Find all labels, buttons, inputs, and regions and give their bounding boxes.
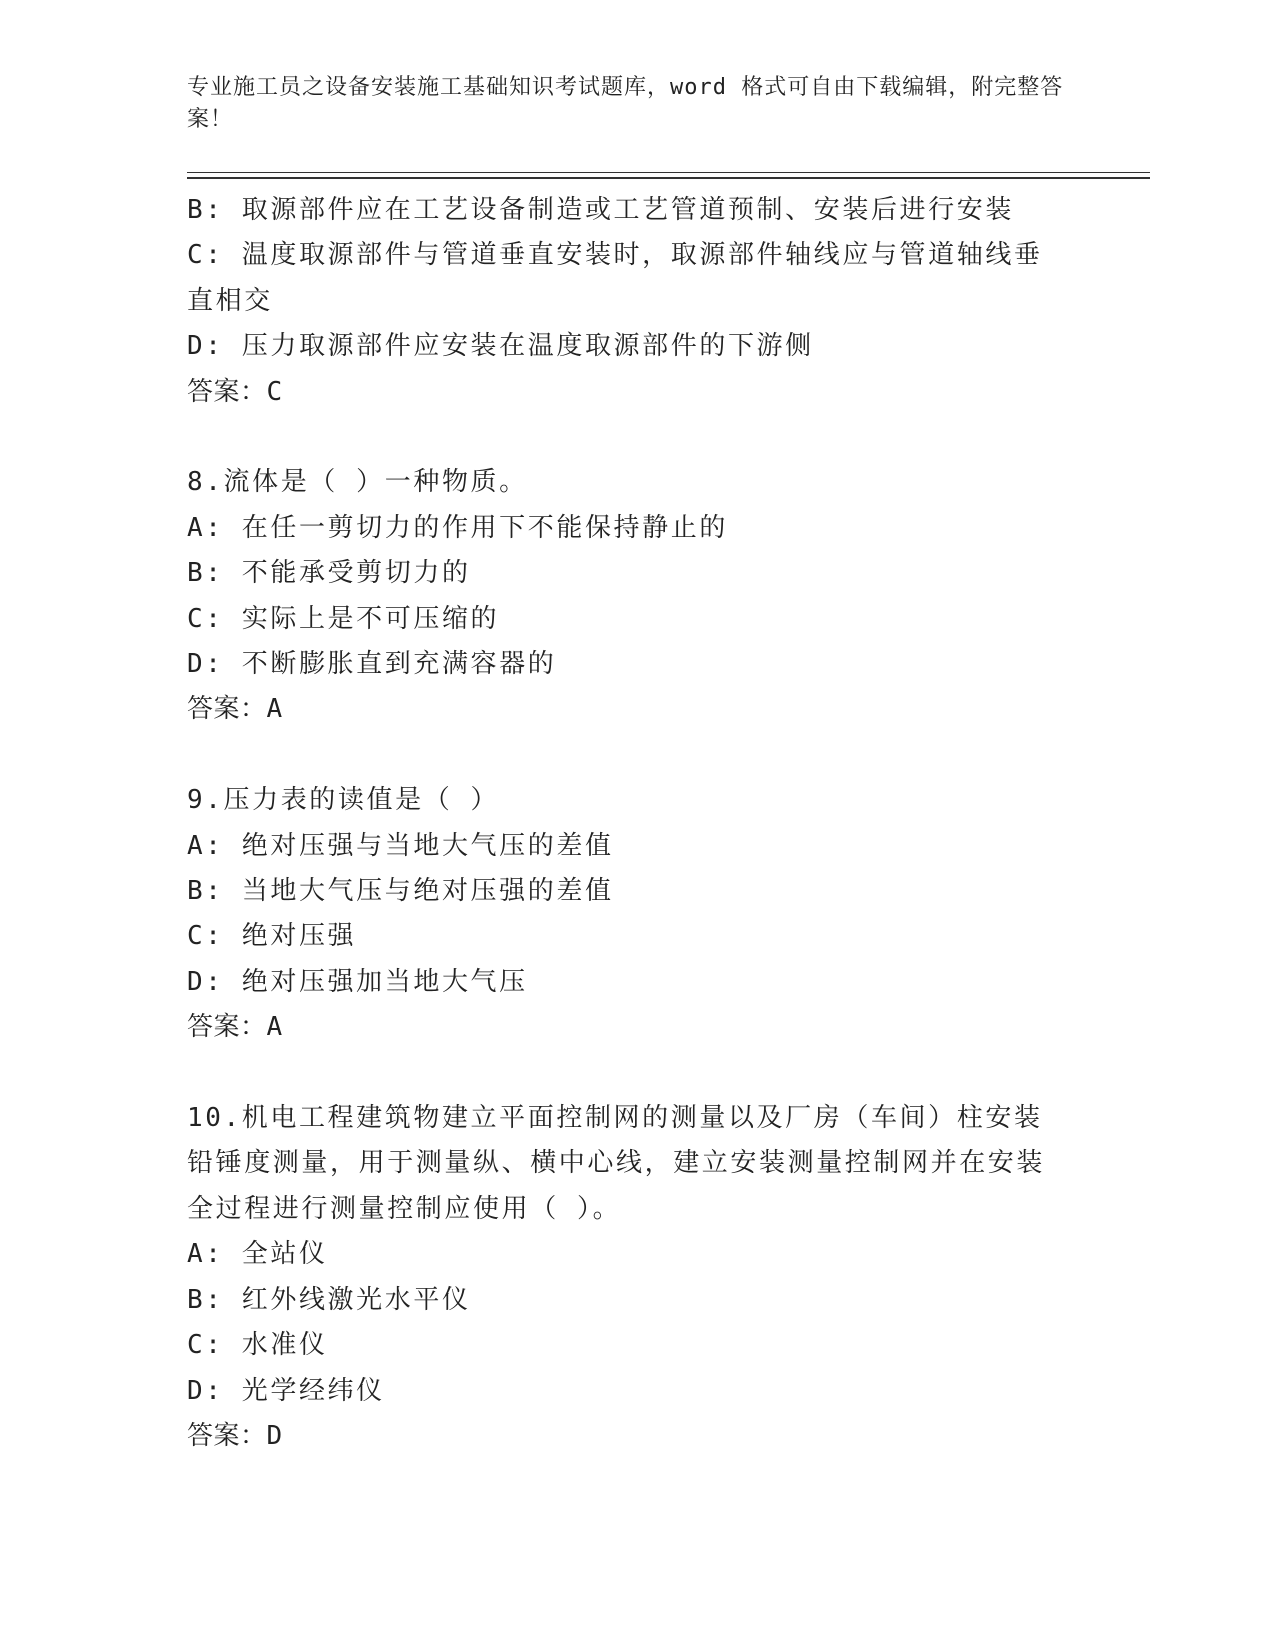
question-stem: 9.压力表的读值是（ ） <box>187 785 500 816</box>
option-a: A: 绝对压强与当地大气压的差值 <box>187 830 614 861</box>
option-b: B: 不能承受剪切力的 <box>187 558 471 589</box>
header-rule-bottom <box>187 177 1150 179</box>
question-9 <box>187 778 1067 1050</box>
option-d: D: 绝对压强加当地大气压 <box>187 966 528 997</box>
question-stem: 8.流体是（ ）一种物质。 <box>187 467 528 498</box>
answer: 答案：C <box>187 376 283 407</box>
question-8 <box>187 460 1067 732</box>
spacer <box>187 415 1067 460</box>
spacer <box>187 733 1067 778</box>
option-d: D: 压力取源部件应安装在温度取源部件的下游侧 <box>187 331 814 362</box>
option-c: C: 温度取源部件与管道垂直安装时，取源部件轴线应与管道轴线垂直相交 <box>187 240 1043 316</box>
question-7-partial <box>187 188 1067 415</box>
option-b: B: 当地大气压与绝对压强的差值 <box>187 876 614 907</box>
spacer <box>187 1051 1067 1096</box>
option-b: B: 取源部件应在工艺设备制造或工艺管道预制、安装后进行安装 <box>187 195 1014 225</box>
option-c: C: 水准仪 <box>187 1330 328 1361</box>
option-c: C: 绝对压强 <box>187 921 357 952</box>
option-a: A: 在任一剪切力的作用下不能保持静止的 <box>187 512 728 543</box>
question-10 <box>187 1096 1067 1459</box>
option-d: D: 不断膨胀直到充满容器的 <box>187 649 557 680</box>
option-c: C: 实际上是不可压缩的 <box>187 603 500 634</box>
option-d: D: 光学经纬仪 <box>187 1375 385 1406</box>
header-rule-top <box>187 172 1150 173</box>
answer: 答案：A <box>187 694 283 725</box>
answer: 答案：A <box>187 1012 283 1043</box>
option-a: A: 全站仪 <box>187 1239 328 1270</box>
question-content <box>187 188 1067 1459</box>
question-stem: 10.机电工程建筑物建立平面控制网的测量以及厂房（车间）柱安装铅锤度测量，用于测量纵、横中心线，建立安装测量控制网并在安装全过程进行测量控制应使用（ ）。 <box>187 1103 1046 1224</box>
answer: 答案：D <box>187 1420 283 1451</box>
document-header: 专业施工员之设备安装施工基础知识考试题库，word 格式可自由下载编辑，附完整答案！ <box>187 75 1064 132</box>
option-b: B: 红外线激光水平仪 <box>187 1284 471 1315</box>
